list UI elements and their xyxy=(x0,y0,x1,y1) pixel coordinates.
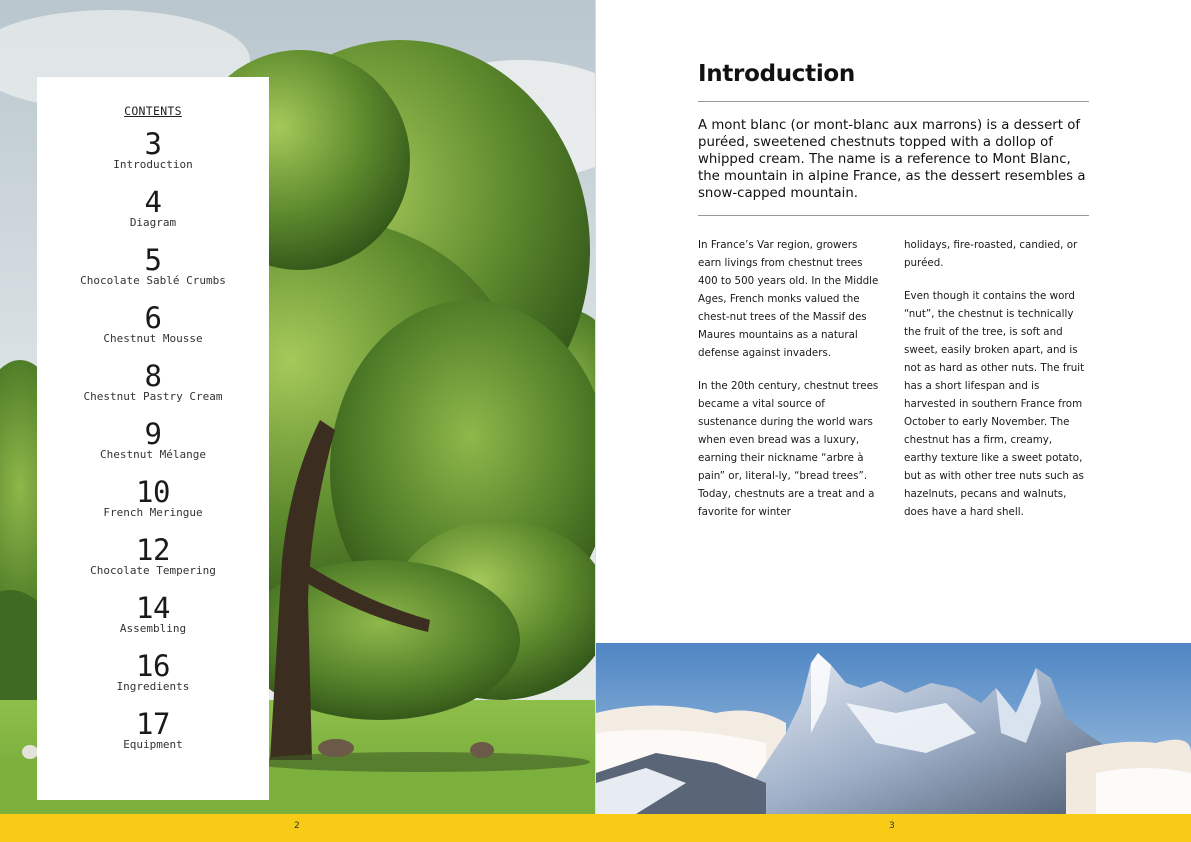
toc-label: Assembling xyxy=(119,622,187,635)
toc-page-number: 6 xyxy=(144,301,162,335)
toc-entry-diagram[interactable] xyxy=(37,187,269,229)
body-column-1 xyxy=(698,236,880,536)
toc-page-number: 4 xyxy=(144,185,162,219)
toc-label: Chocolate Sablé Crumbs xyxy=(80,274,226,287)
mont-blanc-photo xyxy=(596,643,1191,814)
toc-label: Chestnut Pastry Cream xyxy=(83,390,223,403)
body-paragraph: In France’s Var region, growers earn livings from chestnut trees 400 to 500 years old. In the Middle Ages, French monks valued the chest-nut trees of the Massif des Maures mountains as a natural defense against invaders. xyxy=(698,239,879,359)
toc-entry-ingredients[interactable] xyxy=(37,651,269,693)
toc-page-number: 9 xyxy=(144,417,162,451)
page-title: Introduction xyxy=(698,61,855,87)
toc-page-number: 17 xyxy=(136,707,170,741)
toc-label: Ingredients xyxy=(116,680,190,693)
footer-band xyxy=(0,814,1191,842)
toc-page-number: 8 xyxy=(144,359,162,393)
toc-page-number: 16 xyxy=(136,649,170,683)
body-paragraph: In the 20th century, chestnut trees became a vital source of sustenance during the world wars when even bread was a luxury, earning their nickname “arbre à pain” or, literal-ly, “bread trees”. Today, chestnuts are a treat and a favorite for winter xyxy=(698,380,879,518)
toc-entry-chocolate-sable-crumbs[interactable] xyxy=(37,245,269,287)
toc-entry-introduction[interactable] xyxy=(37,129,269,171)
body-paragraph: holidays, fire-roasted, candied, or puréed. xyxy=(904,239,1078,269)
body-column-2 xyxy=(904,236,1086,536)
toc-page-number: 5 xyxy=(144,243,162,277)
toc-entry-equipment[interactable] xyxy=(37,709,269,751)
right-page-number: 3 xyxy=(889,821,895,831)
toc-label: Diagram xyxy=(129,216,177,229)
toc-entry-assembling[interactable] xyxy=(37,593,269,635)
toc-page-number: 3 xyxy=(144,127,162,161)
toc-label: Chocolate Tempering xyxy=(90,564,216,577)
toc-label: Introduction xyxy=(113,158,193,171)
toc-label: Chestnut Mélange xyxy=(100,448,206,461)
body-paragraph: Even though it contains the word “nut”, the chestnut is technically the fruit of the tree, is soft and sweet, easily broken apart, and is not as hard as other nuts. The fruit has a short lifespan and is harvested in southern France from October to early November. The chestnut has a firm, creamy, earthy texture like a sweet potato, but as with other tree nuts such as hazelnuts, pecans and walnuts, does have a hard shell. xyxy=(904,290,1085,518)
toc-entry-french-meringue[interactable] xyxy=(37,477,269,519)
toc-page-number: 12 xyxy=(136,533,170,567)
left-page xyxy=(0,0,596,814)
contents-panel xyxy=(37,77,269,800)
lead-divider xyxy=(698,215,1089,216)
toc-entry-chestnut-pastry-cream[interactable] xyxy=(37,361,269,403)
contents-heading: CONTENTS xyxy=(124,104,182,118)
left-page-number: 2 xyxy=(294,821,300,831)
lead-paragraph: A mont blanc (or mont-blanc aux marrons) is a dessert of puréed, sweetened chestnuts topped with a dollop of whipped cream. The name is a reference to Mont Blanc, the mountain in alpine France, as the dessert resembles a snow-capped mountain. xyxy=(698,118,1086,201)
toc-entry-chestnut-melange[interactable] xyxy=(37,419,269,461)
toc-page-number: 14 xyxy=(136,591,170,625)
toc-page-number: 10 xyxy=(136,475,170,509)
toc-label: Equipment xyxy=(123,738,183,751)
toc-label: Chestnut Mousse xyxy=(103,332,203,345)
toc-entry-chocolate-tempering[interactable] xyxy=(37,535,269,577)
title-divider xyxy=(698,101,1089,102)
right-page xyxy=(596,0,1191,814)
toc-label: French Meringue xyxy=(103,506,203,519)
toc-entry-chestnut-mousse[interactable] xyxy=(37,303,269,345)
